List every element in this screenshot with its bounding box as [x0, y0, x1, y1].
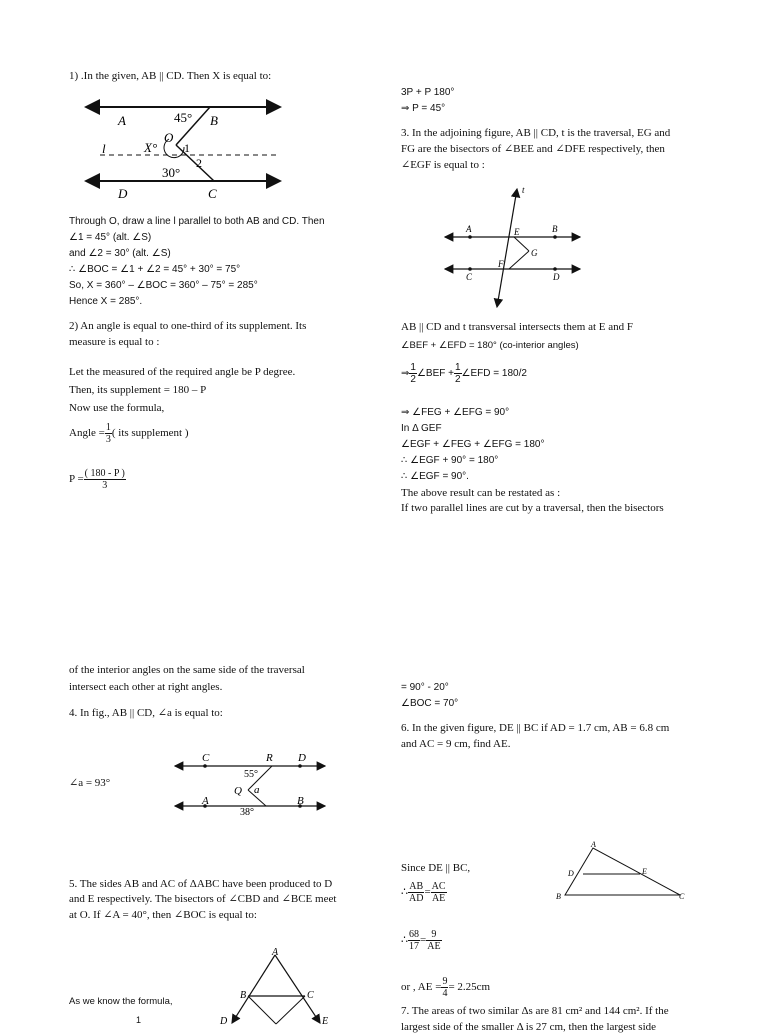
sol5-line2: ∠BOC = 70°: [401, 698, 459, 709]
label-B: B: [210, 113, 218, 128]
label-D: D: [220, 1016, 228, 1027]
question-6-line1: 6. In the given figure, DE || BC if AD = 1.7 cm, AB = 6.8 cm: [401, 722, 670, 734]
formula-fraction-top: 1: [136, 1015, 142, 1025]
label-D: D: [568, 869, 574, 878]
question-6-line2: and AC = 9 cm, find AE.: [401, 738, 511, 750]
label-D: D: [118, 186, 128, 201]
sol6-answer: or , AE = $\frac{9}{4}$ = 2.25cm: [401, 976, 491, 999]
label-E: E: [322, 1016, 329, 1027]
sol3-line10: If two parallel lines are cut by a traversal, then the bisectors: [401, 502, 664, 514]
sol5-line1: = 90° - 20°: [401, 682, 449, 693]
formula-p: P = $\frac{( 180 - P )}{3}$: [69, 468, 125, 491]
sol1-line6: Hence X = 285°.: [69, 296, 143, 307]
label-D: D: [298, 752, 306, 764]
question-5-line2: and E respectively. The bisectors of ∠CBD and ∠BCE meet: [69, 893, 337, 905]
sol3-line4: ⇒ ∠FEG + ∠EFG = 90°: [401, 407, 510, 418]
label-X: X°: [144, 140, 158, 155]
label-C: C: [307, 990, 314, 1001]
sol3-line5: In Δ GEF: [401, 423, 442, 434]
question-3-line3: ∠EGF is equal to :: [401, 159, 485, 171]
sol6-ratio2: ∴ $\frac{68}{17}$ = $\frac{9}{AE}$: [401, 929, 441, 952]
label-C: C: [208, 186, 217, 201]
sol3-line3: ⇒ $\frac{1}{2}$ ∠BEF + $\frac{1}{2}$ ∠EFD = 180/2: [401, 362, 527, 385]
sol1-line3: and ∠2 = 30° (alt. ∠S): [69, 248, 171, 259]
sol1-line1: Through O, draw a line l parallel to both AB and CD. Then: [69, 216, 325, 227]
label-a: a: [254, 784, 260, 796]
label-C: C: [679, 892, 685, 901]
label-A: A: [202, 795, 209, 807]
figure-triangle-de-bc: [555, 838, 690, 908]
label-C: C: [466, 272, 473, 282]
label-A: A: [118, 113, 126, 128]
cont-line2: ⇒ P = 45°: [401, 103, 446, 114]
label-E: E: [514, 227, 520, 237]
sol2-line3: Now use the formula,: [69, 402, 165, 414]
answer-4: ∠a = 93°: [69, 777, 111, 789]
sol3-line1: AB || CD and t transversal intersects them at E and F: [401, 321, 633, 333]
label-B: B: [552, 224, 558, 234]
sol1-line4: ∴ ∠BOC = ∠1 + ∠2 = 45° + 30° = 75°: [69, 264, 241, 275]
label-F: F: [498, 259, 504, 269]
label-C: C: [202, 752, 210, 764]
sol2-line2: Then, its supplement = 180 – P: [69, 384, 207, 396]
question-5-line1: 5. The sides AB and AC of ΔABC have been produced to D: [69, 878, 333, 890]
figure-triangle-bisectors: [210, 945, 340, 1027]
figure-parallel-lines-x: [80, 95, 290, 205]
question-1: 1) .In the given, AB || CD. Then X is equal to:: [69, 70, 272, 82]
label-2: 2: [196, 156, 202, 170]
cont-line1: 3P + P 180°: [401, 87, 455, 98]
label-45: 45°: [174, 110, 193, 125]
label-55: 55°: [244, 769, 258, 780]
formula-angle: Angle = $\frac{1}{3}$ ( its supplement ): [69, 422, 189, 445]
label-l: l: [102, 141, 106, 156]
sol3-line2: ∠BEF + ∠EFD = 180° (co-interior angles): [401, 340, 579, 351]
label-A: A: [466, 224, 472, 234]
label-R: R: [266, 752, 273, 764]
label-30: 30°: [162, 165, 181, 180]
question-3-line1: 3. In the adjoining figure, AB || CD, t is the traversal, EG and: [401, 127, 671, 139]
question-2-line2: measure is equal to :: [69, 336, 160, 348]
figure-transversal-bisectors: [440, 185, 590, 315]
label-B: B: [556, 892, 561, 901]
label-A: A: [272, 947, 279, 958]
figure-parallel-lines-a: [170, 748, 330, 818]
question-3-line2: FG are the bisectors of ∠BEE and ∠DFE respectively, then: [401, 143, 665, 155]
label-G: G: [531, 248, 538, 258]
label-O: O: [164, 130, 174, 145]
sol3-line9: The above result can be restated as :: [401, 487, 561, 499]
label-Q: Q: [234, 785, 242, 797]
question-4: 4. In fig., AB || CD, ∠a is equal to:: [69, 707, 223, 719]
sol6-ratio1: ∴ $\frac{AB}{AD}$ = $\frac{AC}{AE}$: [401, 881, 446, 904]
label-B: B: [297, 795, 304, 807]
sol3-line7: ∴ ∠EGF + 90° = 180°: [401, 455, 499, 466]
sol1-line5: So, X = 360° – ∠BOC = 360° – 75° = 285°: [69, 280, 258, 291]
question-5-line3: at O. If ∠A = 40°, then ∠BOC is equal to:: [69, 909, 257, 921]
sol6-since: Since DE || BC,: [401, 862, 471, 874]
question-7-line2: largest side of the smaller Δ is 27 cm, then the largest side: [401, 1021, 657, 1033]
label-t: t: [522, 185, 525, 195]
label-A: A: [591, 840, 596, 849]
formula-intro: As we know the formula,: [69, 996, 173, 1007]
sol1-line2: ∠1 = 45° (alt. ∠S): [69, 232, 152, 243]
label-38: 38°: [240, 807, 254, 818]
label-D: D: [553, 272, 560, 282]
sol3-line6: ∠EGF + ∠FEG + ∠EFG = 180°: [401, 439, 545, 450]
question-2-line1: 2) An angle is equal to one-third of its supplement. Its: [69, 320, 307, 332]
label-1: 1: [184, 141, 190, 155]
question-7-line1: 7. The areas of two similar Δs are 81 cm² and 144 cm². If the: [401, 1005, 669, 1017]
sol2-line1: Let the measured of the required angle be P degree.: [69, 366, 296, 378]
cont-line-b: intersect each other at right angles.: [69, 681, 223, 693]
label-E: E: [642, 867, 647, 876]
cont-line-a: of the interior angles on the same side of the traversal: [69, 664, 305, 676]
label-B: B: [240, 990, 247, 1001]
sol3-line8: ∴ ∠EGF = 90°.: [401, 471, 469, 482]
